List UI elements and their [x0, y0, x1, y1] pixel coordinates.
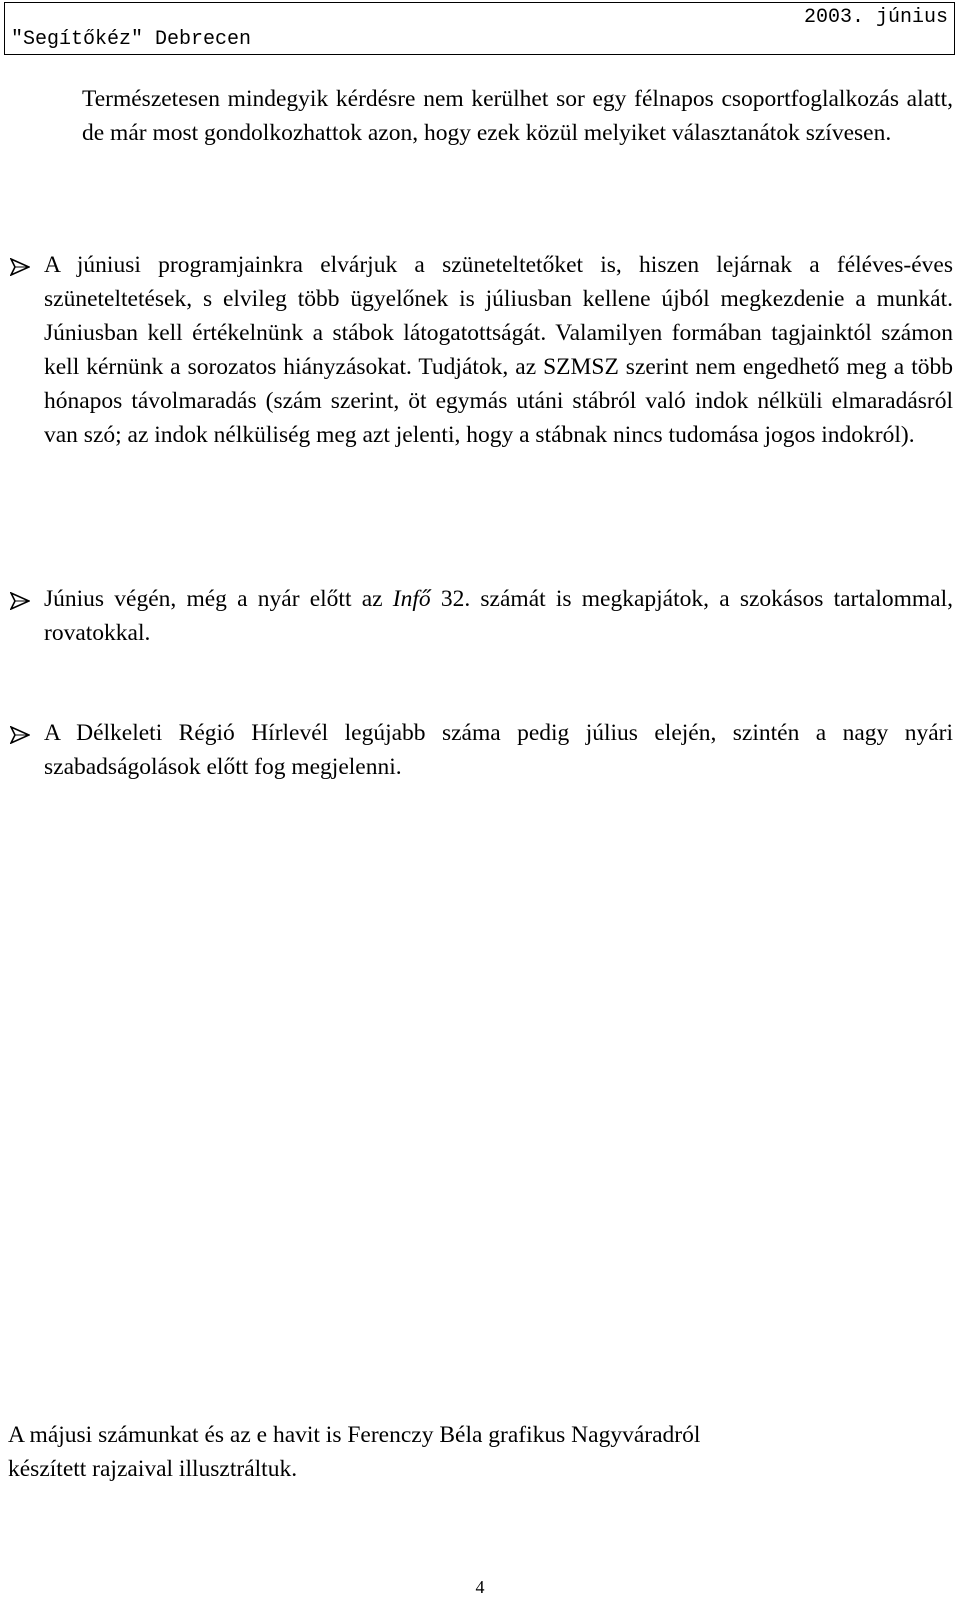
arrowhead-bullet-icon [10, 258, 30, 276]
bullet-text-end: 32. számát is megkapjátok, a szokásos tartalommal, rovatokkal. [44, 586, 953, 646]
illustration-credit-line-2: készített rajzaival illusztráltuk. [8, 1456, 298, 1482]
intro-paragraph: Természetesen mindegyik kérdésre nem kerülhet sor egy félnapos csoportfoglalkozás alatt, de már most gondolkozhattok azon, hogy ezek közül melyiket választanátok szívesen. [82, 86, 953, 146]
bullet-text [44, 582, 953, 650]
illustration-credit [8, 1418, 908, 1486]
header-date: 2003. június [803, 6, 948, 29]
header-organization: "Segítőkéz" Debrecen [11, 28, 252, 51]
illustration-credit-line-1: A májusi számunkat és az e havit is Ferenczy Béla grafikus Nagyváradról [8, 1422, 701, 1448]
bullet-item-regional-newsletter [10, 716, 953, 784]
page-number: 4 [475, 1577, 485, 1597]
bullet-text: A Délkeleti Régió Hírlevél legújabb száma pedig július elején, szintén a nagy nyári szabadságolások előtt fog megjelenni. [44, 720, 953, 780]
bullet-text-start: Június végén, még a nyár előtt az [44, 586, 393, 612]
bullet-item-june-programs [10, 248, 953, 452]
bullet-text: A júniusi programjainkra elvárjuk a szüneteltetőket is, hiszen lejárnak a féléves-éves szüneteltetések, s elvileg több ügyelőnek is júliusban kellene újból megkezdenie a munkát. Júniusban kell értékelnünk a stábok látogatottságát. Valamilyen formában tagjainktól számon kell kérnünk a sorozatos hiányzásokat. Tudjátok, az SZMSZ szerint nem engedhető meg a több hónapos távolmaradás (szám szerint, öt egymás utáni stábról való indok nélküli elmaradásról van szó; az indok nélküliség meg azt jelenti, hogy a stábnak nincs tudomása jogos indokról). [44, 252, 953, 448]
newsletter-title-italic: Infő [392, 586, 431, 612]
arrowhead-bullet-icon [10, 592, 30, 610]
bullet-item-info-issue [10, 582, 953, 650]
running-header [4, 2, 955, 55]
arrowhead-bullet-icon [10, 726, 30, 744]
